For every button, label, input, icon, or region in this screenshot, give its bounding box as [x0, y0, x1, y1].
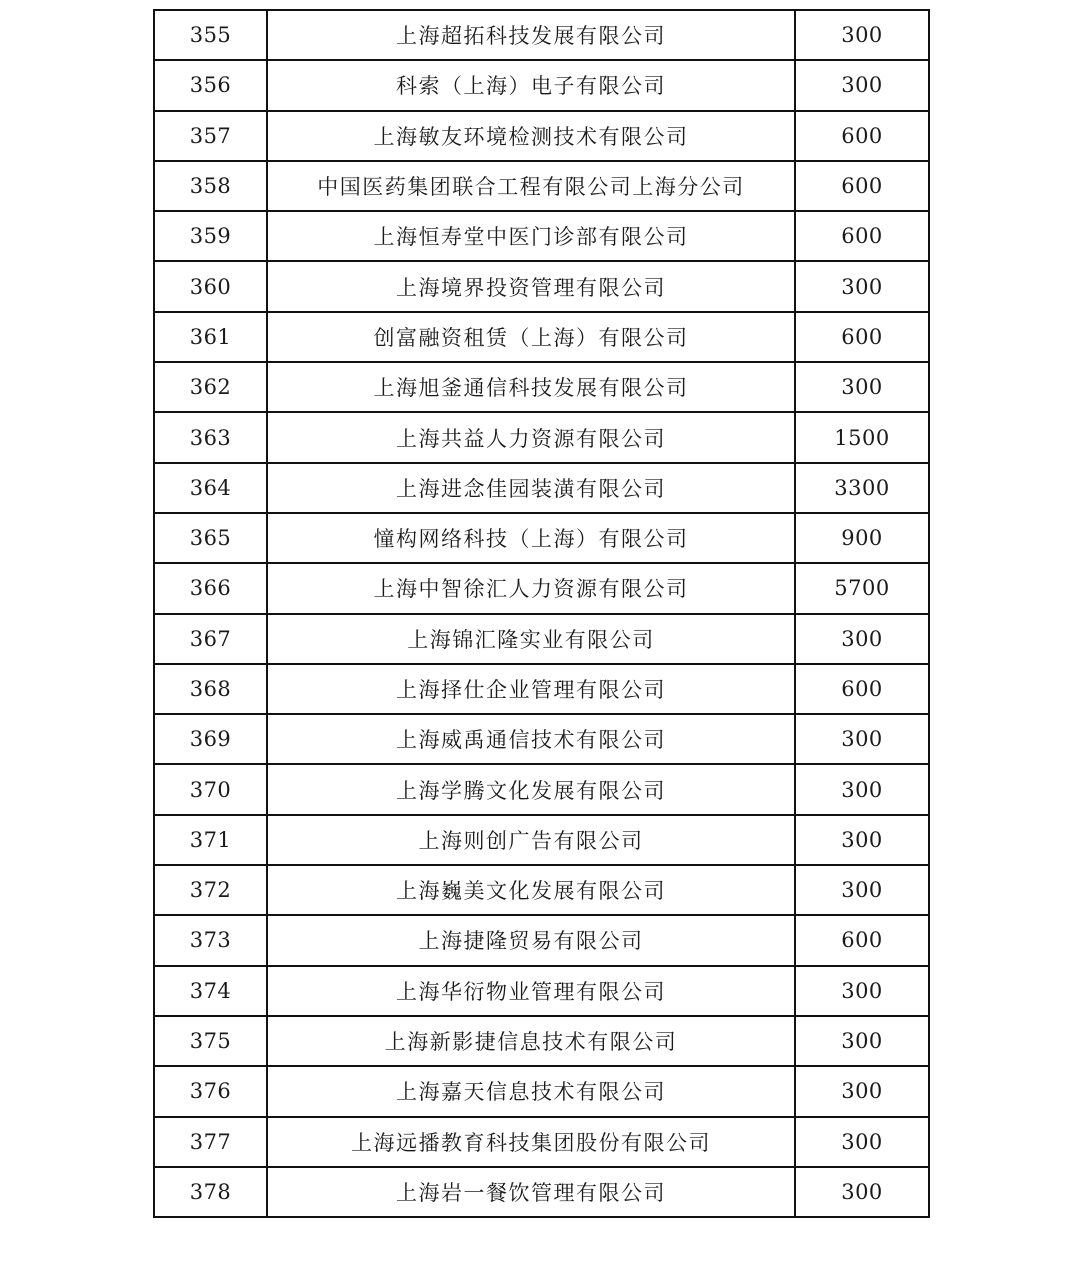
- amount-cell: 300: [795, 714, 929, 764]
- table-row: [154, 614, 929, 664]
- table-row: [154, 362, 929, 412]
- amount-cell: 600: [795, 111, 929, 161]
- table-row: [154, 312, 929, 362]
- company-subsidy-table: [153, 9, 930, 1218]
- row-number-cell: 364: [154, 463, 267, 513]
- company-name-cell: 上海捷隆贸易有限公司: [267, 915, 795, 965]
- company-name-cell: 上海巍美文化发展有限公司: [267, 865, 795, 915]
- company-name-cell: 上海锦汇隆实业有限公司: [267, 614, 795, 664]
- amount-cell: 300: [795, 362, 929, 412]
- company-name-cell: 上海远播教育科技集团股份有限公司: [267, 1117, 795, 1167]
- company-name-cell: 憧构网络科技（上海）有限公司: [267, 513, 795, 563]
- company-name-cell: 上海恒寿堂中医门诊部有限公司: [267, 211, 795, 261]
- table-row: [154, 463, 929, 513]
- company-name-cell: 上海则创广告有限公司: [267, 815, 795, 865]
- row-number-cell: 357: [154, 111, 267, 161]
- amount-cell: 600: [795, 211, 929, 261]
- row-number-cell: 369: [154, 714, 267, 764]
- amount-cell: 300: [795, 261, 929, 311]
- company-name-cell: 上海共益人力资源有限公司: [267, 412, 795, 462]
- table-row: [154, 111, 929, 161]
- amount-cell: 300: [795, 1167, 929, 1217]
- table-row: [154, 513, 929, 563]
- amount-cell: 1500: [795, 412, 929, 462]
- table-row: [154, 966, 929, 1016]
- company-name-cell: 上海境界投资管理有限公司: [267, 261, 795, 311]
- company-name-cell: 科索（上海）电子有限公司: [267, 60, 795, 110]
- row-number-cell: 375: [154, 1016, 267, 1066]
- company-name-cell: 上海威禹通信技术有限公司: [267, 714, 795, 764]
- company-name-cell: 中国医药集团联合工程有限公司上海分公司: [267, 161, 795, 211]
- company-name-cell: 上海华衍物业管理有限公司: [267, 966, 795, 1016]
- amount-cell: 300: [795, 815, 929, 865]
- row-number-cell: 359: [154, 211, 267, 261]
- amount-cell: 300: [795, 865, 929, 915]
- amount-cell: 600: [795, 664, 929, 714]
- company-name-cell: 上海择仕企业管理有限公司: [267, 664, 795, 714]
- table-row: [154, 211, 929, 261]
- amount-cell: 3300: [795, 463, 929, 513]
- row-number-cell: 378: [154, 1167, 267, 1217]
- row-number-cell: 363: [154, 412, 267, 462]
- table-row: [154, 1016, 929, 1066]
- row-number-cell: 377: [154, 1117, 267, 1167]
- row-number-cell: 371: [154, 815, 267, 865]
- company-name-cell: 上海超拓科技发展有限公司: [267, 10, 795, 60]
- table-row: [154, 815, 929, 865]
- row-number-cell: 373: [154, 915, 267, 965]
- row-number-cell: 370: [154, 764, 267, 814]
- company-name-cell: 上海新影捷信息技术有限公司: [267, 1016, 795, 1066]
- company-name-cell: 创富融资租赁（上海）有限公司: [267, 312, 795, 362]
- table-row: [154, 563, 929, 613]
- table-row: [154, 865, 929, 915]
- row-number-cell: 366: [154, 563, 267, 613]
- row-number-cell: 360: [154, 261, 267, 311]
- row-number-cell: 358: [154, 161, 267, 211]
- amount-cell: 300: [795, 60, 929, 110]
- table-row: [154, 161, 929, 211]
- table-row: [154, 1066, 929, 1116]
- company-name-cell: 上海旭釜通信科技发展有限公司: [267, 362, 795, 412]
- company-name-cell: 上海进念佳园装潢有限公司: [267, 463, 795, 513]
- table-row: [154, 1167, 929, 1217]
- row-number-cell: 361: [154, 312, 267, 362]
- table-row: [154, 412, 929, 462]
- table-row: [154, 10, 929, 60]
- company-name-cell: 上海中智徐汇人力资源有限公司: [267, 563, 795, 613]
- amount-cell: 300: [795, 764, 929, 814]
- row-number-cell: 362: [154, 362, 267, 412]
- table-row: [154, 915, 929, 965]
- amount-cell: 900: [795, 513, 929, 563]
- table-row: [154, 764, 929, 814]
- table-row: [154, 60, 929, 110]
- amount-cell: 5700: [795, 563, 929, 613]
- table-row: [154, 714, 929, 764]
- amount-cell: 600: [795, 915, 929, 965]
- company-name-cell: 上海岩一餐饮管理有限公司: [267, 1167, 795, 1217]
- row-number-cell: 365: [154, 513, 267, 563]
- table-row: [154, 261, 929, 311]
- row-number-cell: 367: [154, 614, 267, 664]
- amount-cell: 300: [795, 966, 929, 1016]
- company-name-cell: 上海嘉天信息技术有限公司: [267, 1066, 795, 1116]
- row-number-cell: 372: [154, 865, 267, 915]
- table-row: [154, 1117, 929, 1167]
- amount-cell: 300: [795, 614, 929, 664]
- company-name-cell: 上海敏友环境检测技术有限公司: [267, 111, 795, 161]
- row-number-cell: 356: [154, 60, 267, 110]
- row-number-cell: 376: [154, 1066, 267, 1116]
- row-number-cell: 374: [154, 966, 267, 1016]
- table-row: [154, 664, 929, 714]
- table-body: [154, 10, 929, 1217]
- amount-cell: 300: [795, 10, 929, 60]
- amount-cell: 600: [795, 161, 929, 211]
- amount-cell: 300: [795, 1117, 929, 1167]
- company-name-cell: 上海学腾文化发展有限公司: [267, 764, 795, 814]
- amount-cell: 600: [795, 312, 929, 362]
- amount-cell: 300: [795, 1016, 929, 1066]
- row-number-cell: 368: [154, 664, 267, 714]
- amount-cell: 300: [795, 1066, 929, 1116]
- row-number-cell: 355: [154, 10, 267, 60]
